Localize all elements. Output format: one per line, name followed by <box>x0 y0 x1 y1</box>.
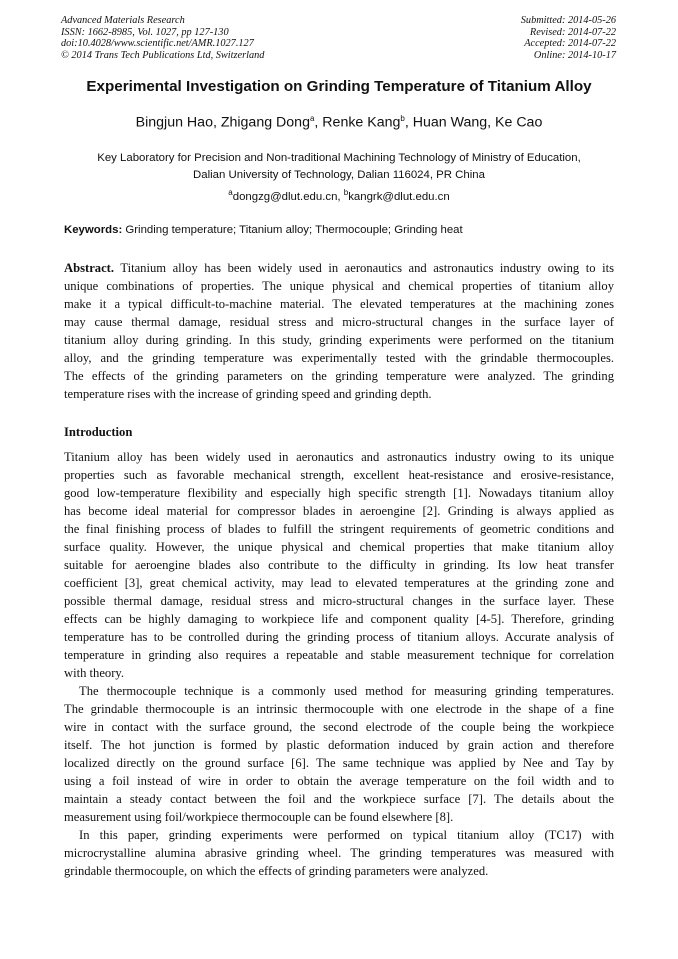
email-b[interactable]: kangrk@dlut.edu.cn <box>348 191 450 204</box>
date-revised: Revised: 2014-07-22 <box>529 26 616 38</box>
affiliation-line-1: Key Laboratory for Precision and Non-traditional Machining Technology of Ministry of Education, <box>97 152 581 164</box>
body-line: suitable for aeroengine blades also contribute to the difficulty in grinding. Its low heat transfer <box>64 558 614 572</box>
body-line: coefficient [3], great chemical activity, may lead to elevated temperatures at the grinding zone and <box>64 576 614 590</box>
affiliation <box>0 150 678 206</box>
authors-part-2: , Renke Kang <box>314 114 401 131</box>
date-submitted: Submitted: 2014-05-26 <box>520 15 616 26</box>
email-mark-a: a <box>228 188 233 198</box>
abstract-line: The effects of the grinding parameters on the grinding temperature were analyzed. The grinding <box>64 369 614 383</box>
abstract-label: Abstract. <box>64 261 115 275</box>
email-mark-b: b <box>343 188 349 198</box>
body-line: temperature in grinding also requires a repeatable and stable measurement technique for correlation <box>64 648 614 662</box>
date-accepted: Accepted: 2014-07-22 <box>524 38 616 50</box>
journal-name: Advanced Materials Research <box>61 15 185 26</box>
body-line: The thermocouple technique is a commonly used method for measuring grinding temperatures. <box>79 684 614 698</box>
body-line: The grindable thermocouple is an intrinsic thermocouple with one electrode in the shape of a fine <box>64 702 614 716</box>
abstract-line: may cause thermal damage, residual stress and micro-structural changes in the surface layer of <box>64 315 614 329</box>
abstract-line: titanium alloy during grinding. In this study, grinding experiments were performed on the titanium <box>64 333 614 347</box>
body-line: measurement using foil/workpiece thermocouple can be found elsewhere [8]. <box>64 810 454 824</box>
abstract <box>64 259 614 403</box>
abstract-line: make it a typical difficult-to-machine material. The elevated temperatures at the machining zones <box>64 297 614 311</box>
journal-copyright: © 2014 Trans Tech Publications Ltd, Switzerland <box>61 49 265 61</box>
body-line: surface quality. However, the unique physical and chemical properties that make titanium alloy <box>64 540 614 554</box>
body-line: possible thermal damage, residual stress and micro-structural changes in the surface layer. These <box>64 594 614 608</box>
keywords-label: Keywords: <box>64 224 123 236</box>
affiliation-mark-a: a <box>309 114 315 123</box>
abstract-text: Titanium alloy has been widely used in aeronautics and astronautics industry owing to its <box>114 261 614 275</box>
body-line: effects can be highly damaging to workpiece life and component quality [4-5]. Therefore, grinding <box>64 612 614 626</box>
journal-issn: ISSN: 1662-8985, Vol. 1027, pp 127-130 <box>61 26 229 38</box>
email-a[interactable]: dongzg@dlut.edu.cn, <box>232 191 344 204</box>
publication-dates <box>521 15 616 61</box>
body-line: temperature has to be controlled during the grinding process of titanium alloys. Accurate analysis of <box>64 630 614 644</box>
abstract-line: alloy, and the grinding temperature was experimentally tested with the grindable thermocouples. <box>64 351 614 365</box>
body-line: maintain a steady contact between the foil and the workpiece surface [7]. The details about the <box>64 792 614 806</box>
authors-part-3: , Huan Wang, Ke Cao <box>404 114 543 131</box>
body-line: properties such as favorable mechanical strength, excellent heat-resistance and erosive-resistance, <box>64 468 614 482</box>
body-line: with theory. <box>64 666 125 680</box>
body-line: grindable thermocouple, on which the effects of grinding parameters were analyzed. <box>64 864 489 878</box>
introduction-body <box>64 448 614 880</box>
body-line: In this paper, grinding experiments were performed on typical titanium alloy (TC17) with <box>79 828 614 842</box>
journal-doi: doi:10.4028/www.scientific.net/AMR.1027.127 <box>61 38 254 50</box>
affiliation-mark-b: b <box>400 114 405 123</box>
section-heading-introduction: Introduction <box>64 425 133 439</box>
affiliation-line-2: Dalian University of Technology, Dalian 116024, PR China <box>193 169 485 182</box>
body-line: has become ideal material for compressor blades in aeroengine [2]. Grinding is always applied as <box>64 504 614 518</box>
abstract-line: unique combinations of properties. The unique physical and chemical properties of titanium alloy <box>64 279 614 293</box>
keywords <box>64 224 463 236</box>
body-line: Titanium alloy has been widely used in aeronautics and astronautics industry owing to its unique <box>64 450 614 464</box>
body-line: the final finishing process of blades to fulfill the stringent requirements of geometric conditions and <box>64 522 614 536</box>
keywords-text: Grinding temperature; Titanium alloy; Thermocouple; Grinding heat <box>122 224 463 236</box>
body-line: using a foil instead of wire in order to obtain the average temperature on the foil width and to <box>64 774 614 788</box>
author-list <box>0 114 678 131</box>
body-line: itself. The hot junction is formed by plastic deformation induced by grain action and therefore <box>64 738 614 752</box>
body-line: good low-temperature flexibility and especially high specific strength [1]. Nowadays titanium alloy <box>64 486 614 500</box>
date-online: Online: 2014-10-17 <box>533 49 616 61</box>
paper-title: Experimental Investigation on Grinding Temperature of Titanium Alloy <box>86 78 592 95</box>
author-emails <box>0 184 678 206</box>
body-line: wire in contact with the surface ground, the second electrode of the couple being the workpiece <box>64 720 614 734</box>
journal-info <box>61 15 264 61</box>
body-line: localized directly on the ground surface [6]. The same technique was applied by Nee and Tay by <box>64 756 614 770</box>
body-line: microcrystalline alumina abrasive grinding wheel. The grinding temperatures was measured with <box>64 846 614 860</box>
authors-part-1: Bingjun Hao, Zhigang Dong <box>135 114 310 131</box>
abstract-line: temperature rises with the increase of grinding speed and grinding depth. <box>64 387 432 401</box>
abstract-line <box>64 259 614 277</box>
